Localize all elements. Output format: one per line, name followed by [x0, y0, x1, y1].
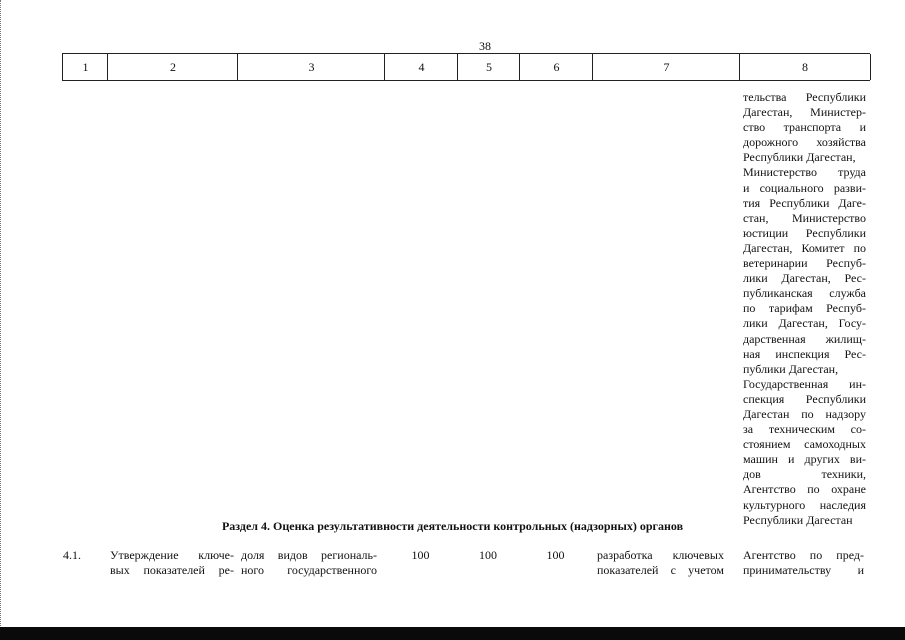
scan-bottom-edge — [0, 627, 905, 640]
text-line: разработка ключевых — [597, 548, 724, 562]
section-title: Раздел 4. Оценка результативности деятельности контрольных (надзорных) органов — [221, 519, 684, 533]
text-line: ного государственного — [241, 563, 377, 577]
table-header-row — [62, 53, 870, 81]
text-line: Агентство по охране — [743, 482, 866, 497]
row-4-1-col6 — [519, 548, 592, 563]
text-line: стоянием самоходных — [743, 437, 866, 452]
header-col-3: 3 — [237, 54, 385, 80]
header-col-5: 5 — [457, 54, 520, 80]
row-4-1-col4 — [384, 548, 457, 563]
page-number: 38 — [479, 39, 491, 53]
text-line: Дагестан, Комитет по — [743, 240, 866, 255]
text-line: принимательству и — [743, 563, 864, 577]
row-4-1-col5 — [457, 548, 519, 563]
text-line: ная инспекция Рес- — [743, 346, 866, 361]
row-number: 4.1. — [63, 548, 81, 562]
header-col-1: 1 — [62, 54, 108, 80]
row-4-1-col8 — [743, 548, 864, 578]
header-col-8: 8 — [739, 54, 871, 80]
text-line: дарственная жилищ- — [743, 331, 866, 346]
text-line: Дагестан по надзору — [743, 406, 866, 421]
text-line: спекция Республики — [743, 391, 866, 406]
text-line: показателей с учетом — [597, 563, 724, 577]
header-col-4: 4 — [384, 54, 458, 80]
text-line: по тарифам Респуб- — [743, 301, 866, 316]
text-line: и социального разви- — [743, 180, 866, 195]
row-4-1-number — [63, 548, 98, 563]
value-cell: 100 — [546, 548, 565, 562]
text-line: публиканская служба — [743, 286, 866, 301]
text-line: ветеринарии Респуб- — [743, 256, 866, 271]
text-line: лики Дагестан, Рес- — [743, 271, 866, 286]
text-line: стан, Министерство — [743, 210, 866, 225]
row-4-1-col2 — [110, 548, 234, 578]
scan-edge — [0, 0, 3, 640]
header-col-7: 7 — [592, 54, 740, 80]
text-line: Министерство труда — [743, 165, 866, 180]
header-col-2: 2 — [107, 54, 238, 80]
text-line: публики Дагестан, — [743, 361, 839, 376]
responsible-bodies-continuation — [743, 90, 866, 528]
text-line: лики Дагестан, Госу- — [743, 316, 866, 331]
text-line: тия Республики Даге- — [743, 195, 866, 210]
text-line: ство транспорта и — [743, 120, 866, 135]
text-line: Утверждение ключе- — [110, 548, 234, 562]
text-line: Государственная ин- — [743, 376, 866, 391]
value-cell: 100 — [479, 548, 497, 562]
header-col-6: 6 — [519, 54, 593, 80]
text-line: доля видов региональ- — [241, 548, 377, 562]
text-line: тельства Республики — [743, 90, 866, 104]
text-line: культурного наследия — [743, 497, 866, 512]
row-4-1-col7 — [597, 548, 724, 578]
text-line: за техническим со- — [743, 422, 866, 437]
text-line: юстиции Республики — [743, 225, 866, 240]
text-line: Агентство по пред- — [743, 548, 864, 562]
row-4-1-col3 — [241, 548, 377, 578]
text-line: дорожного хозяйства — [743, 135, 866, 150]
text-line: дов техники, — [743, 467, 866, 482]
value-cell: 100 — [411, 548, 430, 562]
text-line: Республики Дагестан — [743, 512, 853, 527]
text-line: вых показателей ре- — [110, 563, 234, 577]
text-line: машин и других ви- — [743, 452, 866, 467]
text-line: Дагестан, Министер- — [743, 105, 866, 120]
text-line: Республики Дагестан, — [743, 150, 856, 165]
